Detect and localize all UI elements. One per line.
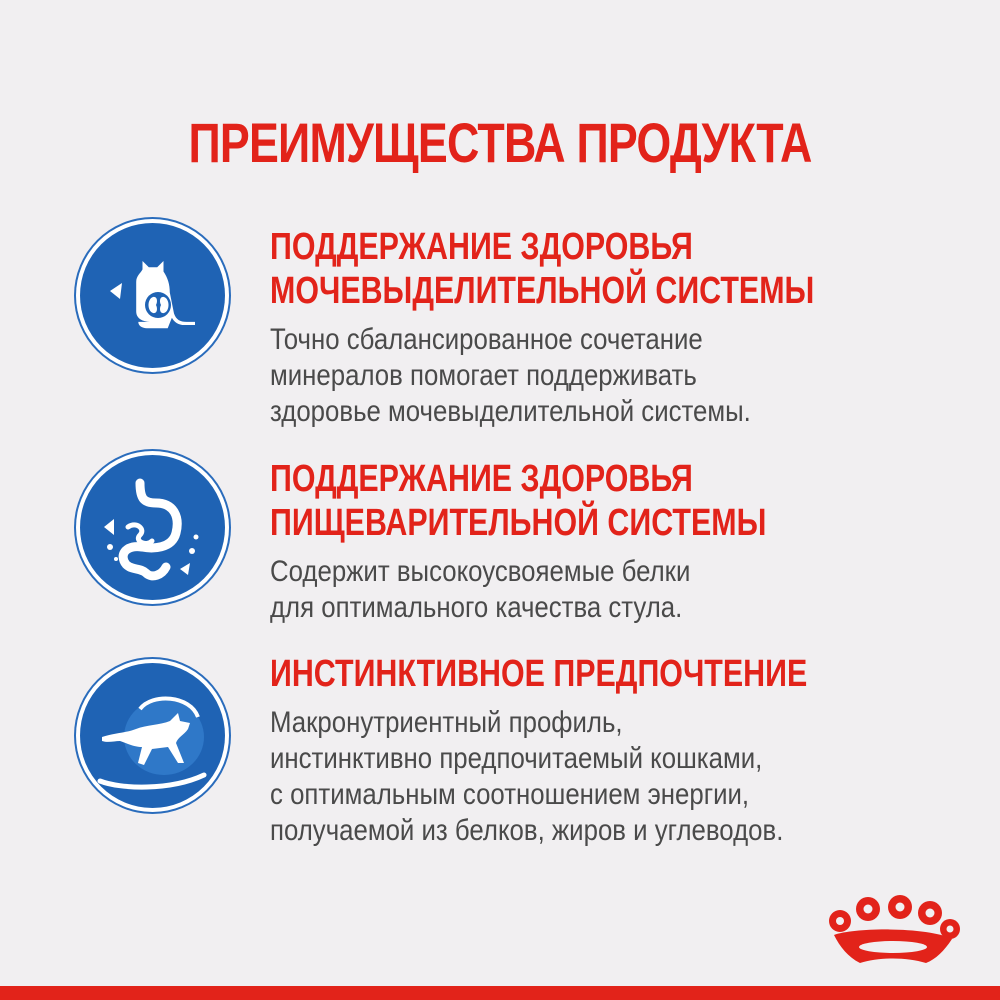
page-title: ПРЕИМУЩЕСТВА ПРОДУКТА [188, 111, 812, 174]
feature-heading-line-1: ИНСТИНКТИВНОЕ ПРЕДПОЧТЕНИЕ [270, 653, 808, 695]
feature-text-line-3: с оптимальным соотношением энергии, [270, 778, 750, 811]
bottom-accent-bar [0, 986, 1000, 1000]
feature-text-line-2: для оптимального качества стула. [270, 591, 683, 624]
feature-text-line-3: здоровье мочевыделительной системы. [270, 395, 751, 428]
cat-kidney-icon [80, 223, 225, 368]
digestive-system-icon [80, 455, 225, 600]
feature-heading-line-2: МОЧЕВЫДЕЛИТЕЛЬНОЙ СИСТЕМЫ [270, 270, 815, 312]
feature-text-line-1: Точно сбалансированное сочетание [270, 323, 703, 356]
feature-heading-line-1: ПОДДЕРЖАНИЕ ЗДОРОВЬЯ [270, 226, 693, 268]
royal-canin-crown-logo [826, 895, 960, 975]
running-cat-icon [80, 663, 225, 808]
feature-text-line-1: Макронутриентный профиль, [270, 706, 623, 739]
feature-text-line-2: минералов помогает поддерживать [270, 359, 697, 392]
feature-heading-line-2: ПИЩЕВАРИТЕЛЬНОЙ СИСТЕМЫ [270, 502, 767, 544]
feature-text-line-2: инстинктивно предпочитаемый кошками, [270, 742, 763, 775]
feature-text-line-1: Содержит высокоусвояемые белки [270, 555, 691, 588]
feature-heading-line-1: ПОДДЕРЖАНИЕ ЗДОРОВЬЯ [270, 458, 693, 500]
feature-text-line-4: получаемой из белков, жиров и углеводов. [270, 814, 784, 847]
